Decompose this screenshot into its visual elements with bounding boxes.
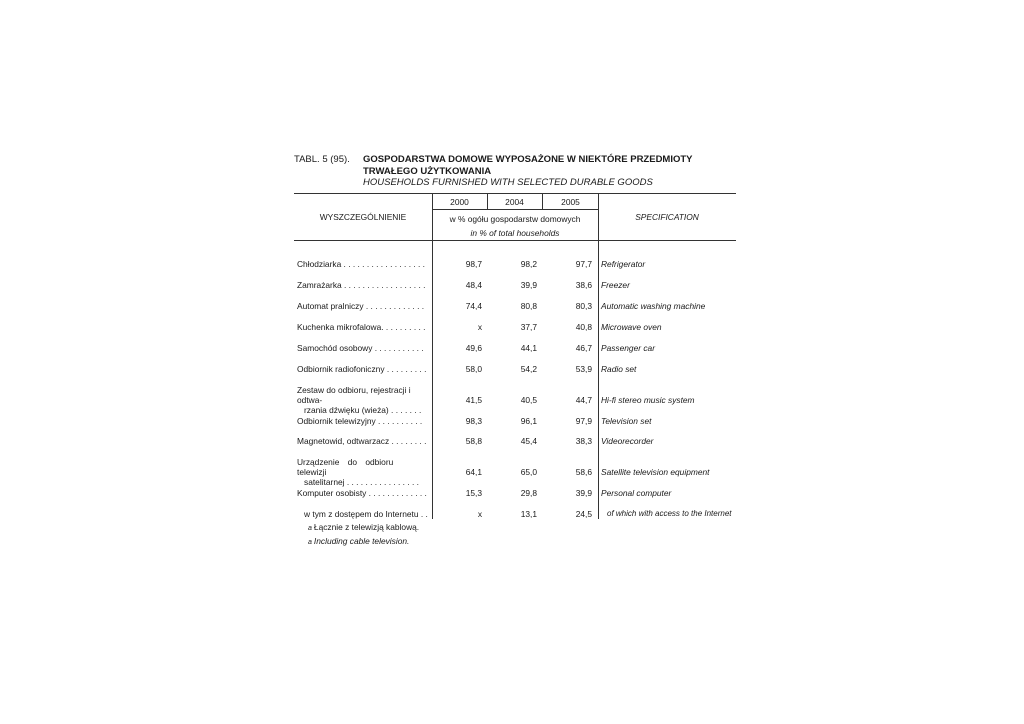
value-2005: 80,3: [575, 301, 592, 311]
footnotes: [308, 521, 419, 549]
row-label-pl: Odbiornik radiofoniczny . . . . . . . . .: [297, 364, 427, 374]
row-label-pl-line-2: rzania dźwięku (wieża) . . . . . . .: [304, 405, 422, 415]
value-2000: 58,0: [465, 364, 482, 374]
value-2004: 98,2: [520, 259, 537, 269]
value-2000: 49,6: [465, 343, 482, 353]
value-2000: 74,4: [465, 301, 482, 311]
row-label-en: Videorecorder: [601, 436, 654, 446]
row-label-pl: Komputer osobisty . . . . . . . . . . . . .: [297, 488, 427, 498]
value-2000: 41,5: [465, 395, 482, 405]
value-2000: 58,8: [465, 436, 482, 446]
value-2004: 29,8: [520, 488, 537, 498]
row-label-pl: Automat pralniczy . . . . . . . . . . . . .: [297, 301, 425, 311]
value-2000: 98,7: [465, 259, 482, 269]
value-2005: 38,3: [575, 436, 592, 446]
title-english: HOUSEHOLDS FURNISHED WITH SELECTED DURABLE GOODS: [363, 177, 653, 188]
row-label-en: of which with access to the Internet: [607, 509, 732, 518]
row-label-en: Passenger car: [601, 343, 655, 353]
row-label-en: Radio set: [601, 364, 637, 374]
value-2004: 37,7: [520, 322, 537, 332]
value-2005: 97,7: [575, 259, 592, 269]
row-label-pl: Chłodziarka . . . . . . . . . . . . . . . . . .: [297, 259, 425, 269]
footnote-english: a Including cable television.: [308, 536, 410, 546]
value-2004: 39,9: [520, 280, 537, 290]
value-2004: 13,1: [520, 509, 537, 519]
value-2005: 38,6: [575, 280, 592, 290]
value-2005: 24,5: [575, 509, 592, 519]
footnote-marker: a: [308, 525, 312, 532]
value-2004: 96,1: [520, 416, 537, 426]
year-header-2000: 2000: [450, 197, 469, 207]
row-label-en: Satellite television equipment: [601, 467, 710, 477]
value-2000: 15,3: [465, 488, 482, 498]
value-2004: 45,4: [520, 436, 537, 446]
value-2000: 98,3: [465, 416, 482, 426]
row-label-pl: Kuchenka mikrofalowa. . . . . . . . . .: [297, 322, 426, 332]
row-label-en: Personal computer: [601, 488, 672, 498]
document-page: [294, 150, 736, 546]
row-label-en: Freezer: [601, 280, 630, 290]
table-top-rule: [294, 193, 736, 194]
title-polish-line-1: GOSPODARSTWA DOMOWE WYPOSAŻONE W NIEKTÓRE PRZEDMIOTY: [363, 154, 693, 165]
row-label-pl: [297, 457, 429, 487]
row-label-en: Refrigerator: [601, 259, 646, 269]
value-2000: x: [477, 509, 482, 519]
header-bottom-rule: [294, 240, 736, 241]
row-label-en: Television set: [601, 416, 652, 426]
row-label-pl: Magnetowid, odtwarzacz . . . . . . . .: [297, 436, 427, 446]
footnote-marker: a: [308, 539, 312, 546]
value-2005: 39,9: [575, 488, 592, 498]
value-2004: 80,8: [520, 301, 537, 311]
row-label-pl-line-1: Zestaw do odbioru, rejestracji i odtwa-: [297, 385, 411, 405]
row-label-en: Automatic washing machine: [601, 301, 706, 311]
row-label-pl: w tym z dostępem do Internetu . .: [304, 509, 428, 519]
table-title: [294, 150, 736, 190]
footnote-polish: a Łącznie z telewizją kablową.: [308, 522, 420, 532]
row-label-pl: [297, 385, 429, 415]
row-label-en: Microwave oven: [601, 322, 662, 332]
title-block: [363, 154, 693, 189]
row-label-pl-line-1: Urządzenie do odbioru telewizji: [297, 457, 394, 477]
row-label-pl-line-2: satelitarnej . . . . . . . . . . . . . . . .: [304, 477, 419, 487]
unit-english: in % of total households: [470, 228, 560, 238]
value-2004: 54,2: [520, 364, 537, 374]
value-2004: 65,0: [520, 467, 537, 477]
value-2004: 44,1: [520, 343, 537, 353]
value-2005: 53,9: [575, 364, 592, 374]
value-2000: 48,4: [465, 280, 482, 290]
value-2005: 58,6: [575, 467, 592, 477]
column-divider-right: [598, 193, 599, 519]
row-label-pl: Zamrażarka . . . . . . . . . . . . . . . . . .: [297, 280, 426, 290]
unit-polish: w % ogółu gospodarstw domowych: [449, 214, 581, 224]
row-label-en: Hi-fi stereo music system: [601, 395, 695, 405]
value-2000: 64,1: [465, 467, 482, 477]
year-header-2004: 2004: [505, 197, 524, 207]
year-header-rule: [432, 209, 598, 210]
value-2005: 40,8: [575, 322, 592, 332]
title-polish-line-2: TRWAŁEGO UŻYTKOWANIA: [363, 165, 492, 177]
value-2000: x: [477, 322, 482, 332]
value-2005: 44,7: [575, 395, 592, 405]
value-2005: 46,7: [575, 343, 592, 353]
row-label-pl: Odbiornik telewizyjny . . . . . . . . . .: [297, 416, 423, 426]
value-2004: 40,5: [520, 395, 537, 405]
row-label-pl: Samochód osobowy . . . . . . . . . . .: [297, 343, 424, 353]
year-header-2005: 2005: [561, 197, 580, 207]
header-specification-en: SPECIFICATION: [635, 212, 699, 222]
header-specification-pl: WYSZCZEGÓLNIENIE: [319, 212, 407, 222]
value-2005: 97,9: [575, 416, 592, 426]
table-number: TABL. 5 (95).: [294, 154, 350, 165]
